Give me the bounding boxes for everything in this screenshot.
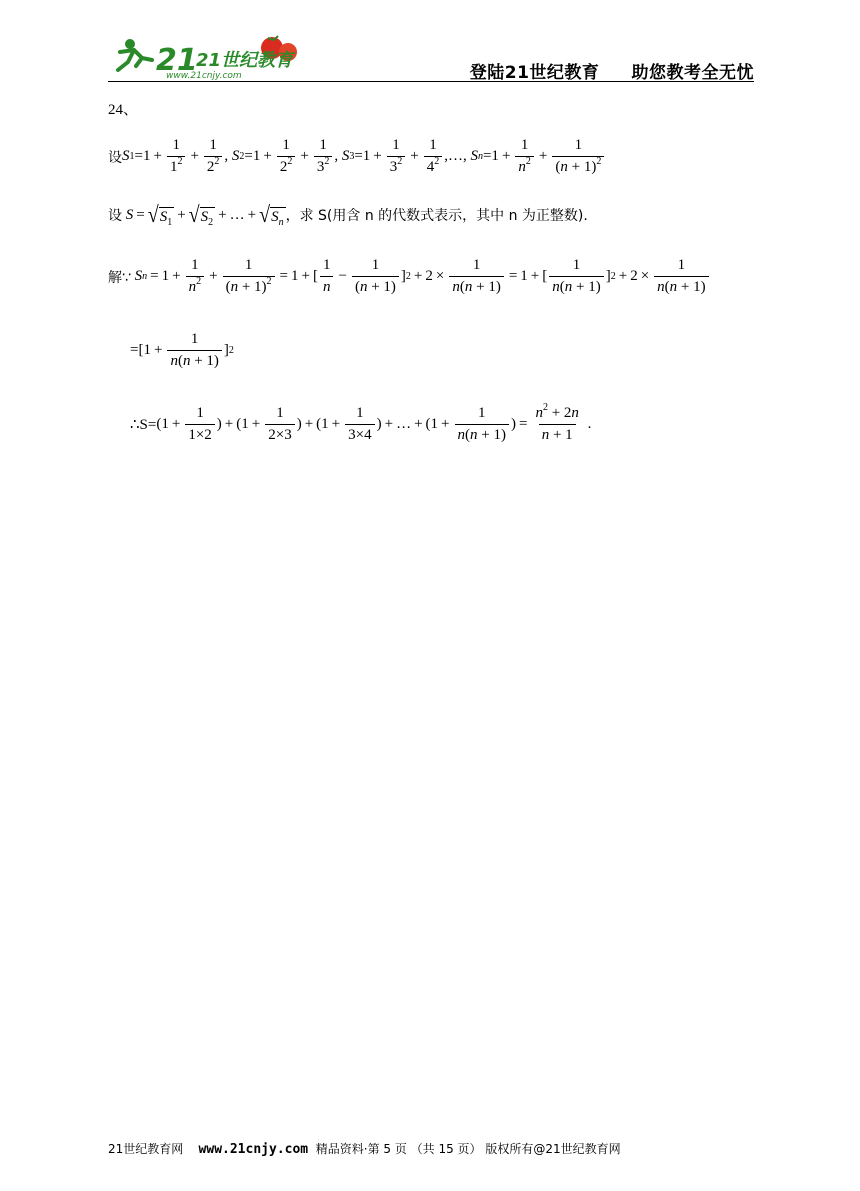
conclusion-line: ∴S= (1 + $\frac{1}{1\times 2}$ ) + (1 + $\frac{1}{2\times 3}$ ) + (1 + $\frac{1}{3\times 4}$ ) + … + (1 + $\frac{1}{n(n + 1)}$ ) = $\frac{n^2 + 2n}{n + 1}$ .	[130, 402, 592, 443]
definition-line: 设 S 1 =1 + $\frac{1}{1^2}$ + $\frac{1}{2^2}$ , S 2 =1 + $\frac{1}{2^2}$ + $\frac{1}{3^2}$ , S 3 =1 + $\frac{1}{3^2}$ + $\frac{1}{4^2}$ ,…, S n =1 + $\frac{1}{n^2}$ + $\frac{1}{(n + 1)^2}$	[108, 138, 606, 175]
logo	[108, 30, 308, 80]
problem-number: 24、	[108, 102, 139, 118]
header-divider	[108, 81, 754, 82]
header-slogan: 登陆21世纪教育 助您教考全无忧	[469, 63, 754, 83]
ellipsis: ,…,	[444, 148, 467, 164]
solution-prefix: 解∵	[108, 269, 131, 286]
define-prefix: 设	[108, 149, 122, 166]
solution-line-1: 解∵ S n = 1 + $\frac{1}{n^2}$ + $\frac{1}{(n + 1)^2}$ = 1 + [ $\frac{1}{n}$ − $\frac{1}{(n + 1)}$ ] 2 + 2 × $\frac{1}{n(n + 1)}$ = 1 + [ $\frac{1}{n(n + 1)}$ ] 2 + 2 × $\frac{1}{n(n + 1)}$	[108, 258, 711, 295]
footer-page-info: 精品资料·第 5 页 （共 15 页） 版权所有@21世纪教育网	[315, 1142, 621, 1156]
logo-text: 21世纪教育	[196, 50, 294, 71]
footer-url[interactable]: www.21cnjy.com	[198, 1142, 309, 1157]
page-footer	[108, 1140, 621, 1157]
define-s-prefix: 设	[108, 208, 122, 224]
therefore-prefix: ∴S=	[130, 417, 157, 433]
page-header	[108, 30, 754, 82]
question-line: 设 S = √ $S_1$ + √ $S_2$ + … + √ $S_n$ ，求 S(用含 n 的代数式表示，其中 n 为正整数).	[108, 202, 588, 228]
question-text: ，求 S(用含 n 的代数式表示，其中 n 为正整数).	[285, 208, 588, 224]
solution-line-2: =[1 + $\frac{1}{n(n + 1)}$ ] 2	[130, 331, 234, 369]
logo-url: www.21cnjy.com	[166, 71, 242, 80]
svg-text:21: 21	[156, 43, 198, 78]
footer-site: 21世纪教育网	[108, 1142, 184, 1156]
